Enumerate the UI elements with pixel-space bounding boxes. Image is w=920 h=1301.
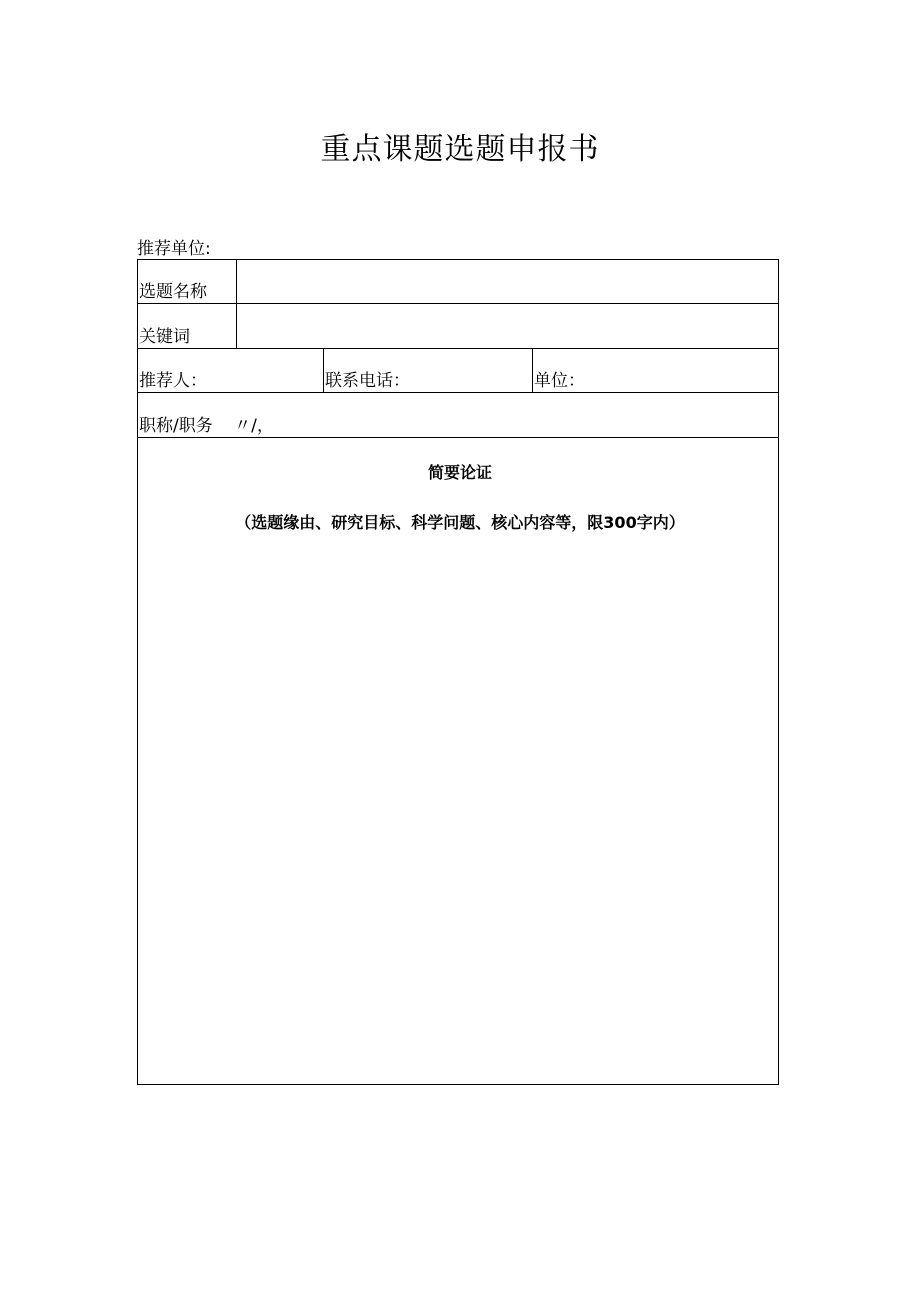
keywords-label-cell bbox=[138, 304, 237, 348]
title-position-text: 职称/职务 bbox=[139, 416, 213, 436]
argument-textarea[interactable] bbox=[138, 438, 778, 1085]
recommender-label: 推荐人： bbox=[139, 371, 207, 391]
argument-note: （选题缘由、研究目标、科学问题、核心内容等，限300字内） bbox=[235, 513, 685, 532]
topic-name-label: 选题名称 bbox=[139, 282, 207, 302]
topic-name-row bbox=[138, 260, 778, 304]
phone-label: 联系电话： bbox=[325, 371, 410, 391]
topic-name-field[interactable] bbox=[237, 260, 778, 303]
recommend-unit-label: 推荐单位: bbox=[137, 239, 211, 259]
title-position-row bbox=[138, 393, 778, 438]
unit-cell[interactable] bbox=[533, 349, 778, 392]
document-title: 重点课题选题申报书 bbox=[320, 132, 600, 167]
recommender-row bbox=[138, 349, 778, 393]
keywords-label: 关键词 bbox=[139, 327, 190, 347]
topic-name-label-cell bbox=[138, 260, 237, 303]
title-position-cell[interactable] bbox=[138, 393, 778, 437]
keywords-row bbox=[138, 304, 778, 349]
phone-cell[interactable] bbox=[324, 349, 533, 392]
keywords-field[interactable] bbox=[237, 304, 778, 348]
application-form-table bbox=[137, 259, 779, 1085]
recommender-cell[interactable] bbox=[138, 349, 324, 392]
argument-heading: 简要论证 bbox=[427, 463, 492, 482]
title-position-label bbox=[139, 411, 274, 436]
unit-label: 单位： bbox=[534, 371, 585, 391]
title-position-mark: 〃/， bbox=[234, 416, 274, 436]
